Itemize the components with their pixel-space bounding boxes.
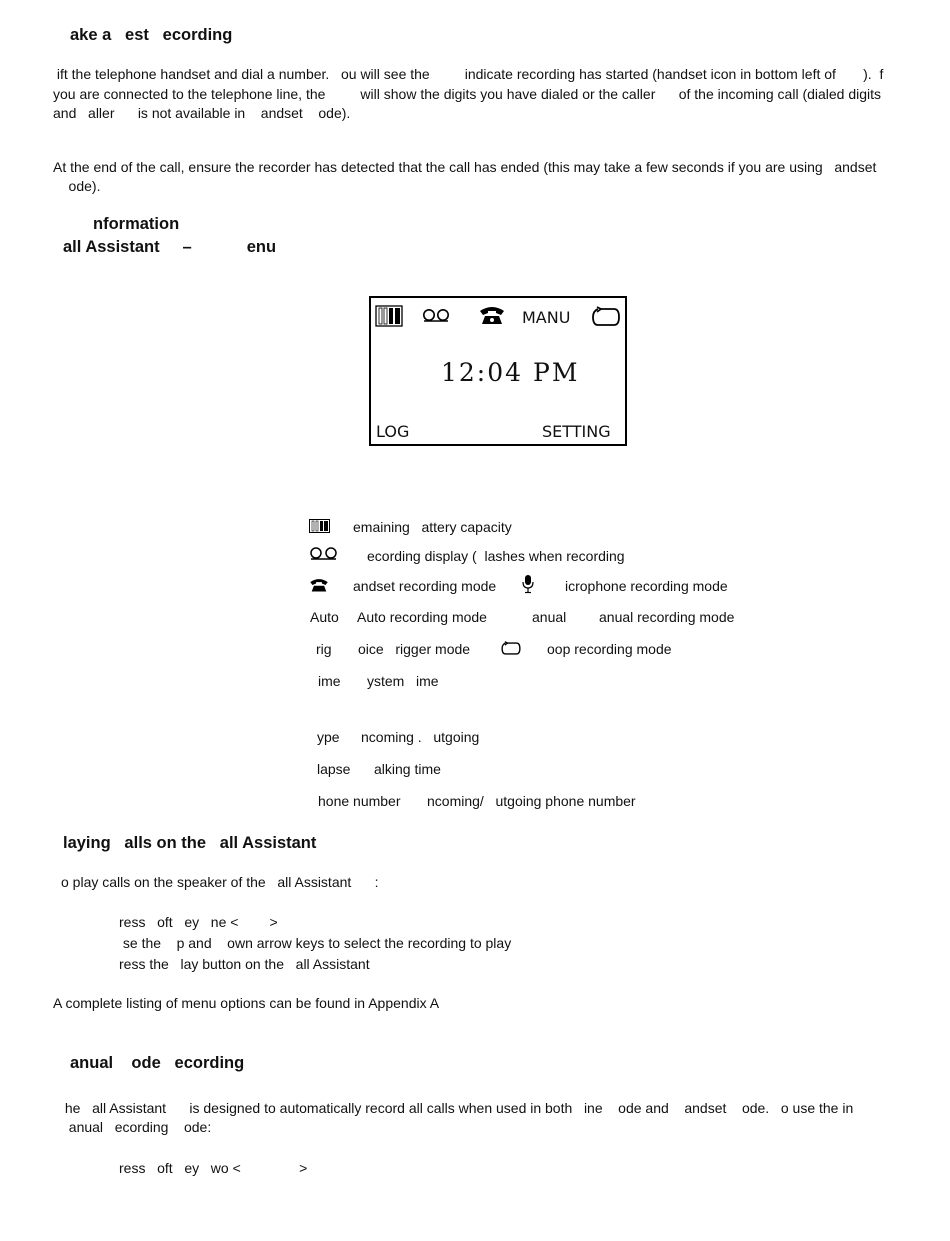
paragraph-line: and aller is not available in andset ode).	[53, 105, 351, 121]
loop-icon	[500, 641, 522, 656]
legend-trig: oice rigger mode	[358, 641, 471, 657]
list-item: ress the lay button on the all Assistant	[119, 956, 370, 972]
lcd-mode-label: MANU	[522, 308, 571, 327]
heading-information: nformation	[93, 215, 180, 233]
paragraph-line: At the end of the call, ensure the recorder has detected that the call has ended (this may take a few seconds if you are using andset	[53, 159, 877, 175]
paragraph-line: o play calls on the speaker of the all Assistant :	[61, 874, 379, 890]
lcd-screen	[369, 296, 627, 446]
voicemail-icon	[309, 547, 339, 561]
legend-microphone: icrophone recording mode	[565, 578, 728, 594]
lcd-softkey-log: LOG	[376, 422, 410, 441]
list-item: ress oft ey wo < >	[119, 1160, 308, 1176]
list-item: se the p and own arrow keys to select the recording to play	[119, 935, 512, 951]
lcd-softkey-setting: SETTING	[542, 422, 611, 441]
paragraph-line: ift the telephone handset and dial a number. ou will see the indicate recording has started (handset icon in bottom left of ). f	[53, 66, 884, 82]
legend-time-code: ime	[318, 673, 341, 689]
paragraph-line: he all Assistant is designed to automatically record all calls when used in both ine ode and andset ode. o use the in	[61, 1100, 854, 1116]
legend-phone: ncoming/ utgoing phone number	[427, 793, 636, 809]
heading-main-menu: all Assistant – enu	[63, 238, 277, 256]
paragraph-line: ode).	[53, 178, 101, 194]
telephone-icon	[479, 304, 505, 326]
legend-loop: oop recording mode	[547, 641, 672, 657]
voicemail-icon	[422, 308, 452, 324]
loop-icon	[591, 306, 621, 328]
battery-icon	[309, 519, 331, 533]
battery-icon	[375, 305, 405, 327]
heading-test-recording: ake a est ecording	[70, 26, 233, 44]
legend-time: ystem ime	[367, 673, 439, 689]
legend-lapse: alking time	[374, 761, 441, 777]
heading-manual-mode: anual ode ecording	[70, 1054, 245, 1072]
legend-auto-code: Auto	[310, 609, 339, 625]
list-item: ress oft ey ne < >	[119, 914, 278, 930]
paragraph-line: you are connected to the telephone line, the will show the digits you have dialed or the caller of the incoming call (dialed digits	[53, 86, 882, 102]
appendix-note: A complete listing of menu options can be found in Appendix A	[53, 995, 440, 1011]
lcd-clock: 12:04 PM	[441, 358, 580, 387]
legend-auto: Auto recording mode	[357, 609, 487, 625]
telephone-icon	[309, 577, 329, 593]
legend-battery: emaining attery capacity	[353, 519, 512, 535]
legend-type: ncoming . utgoing	[361, 729, 480, 745]
legend-handset: andset recording mode	[353, 578, 497, 594]
legend-type-code: ype	[317, 729, 340, 745]
paragraph-line: anual ecording ode:	[61, 1119, 212, 1135]
legend-recording: ecording display ( lashes when recording	[367, 548, 625, 564]
legend-trig-code: rig	[316, 641, 332, 657]
legend-lapse-code: lapse	[317, 761, 351, 777]
legend-manual-code: anual	[532, 609, 567, 625]
legend-manual: anual recording mode	[599, 609, 735, 625]
legend-phone-code: hone number	[318, 793, 401, 809]
heading-playing-calls: laying alls on the all Assistant	[63, 834, 317, 852]
microphone-icon	[522, 574, 534, 594]
